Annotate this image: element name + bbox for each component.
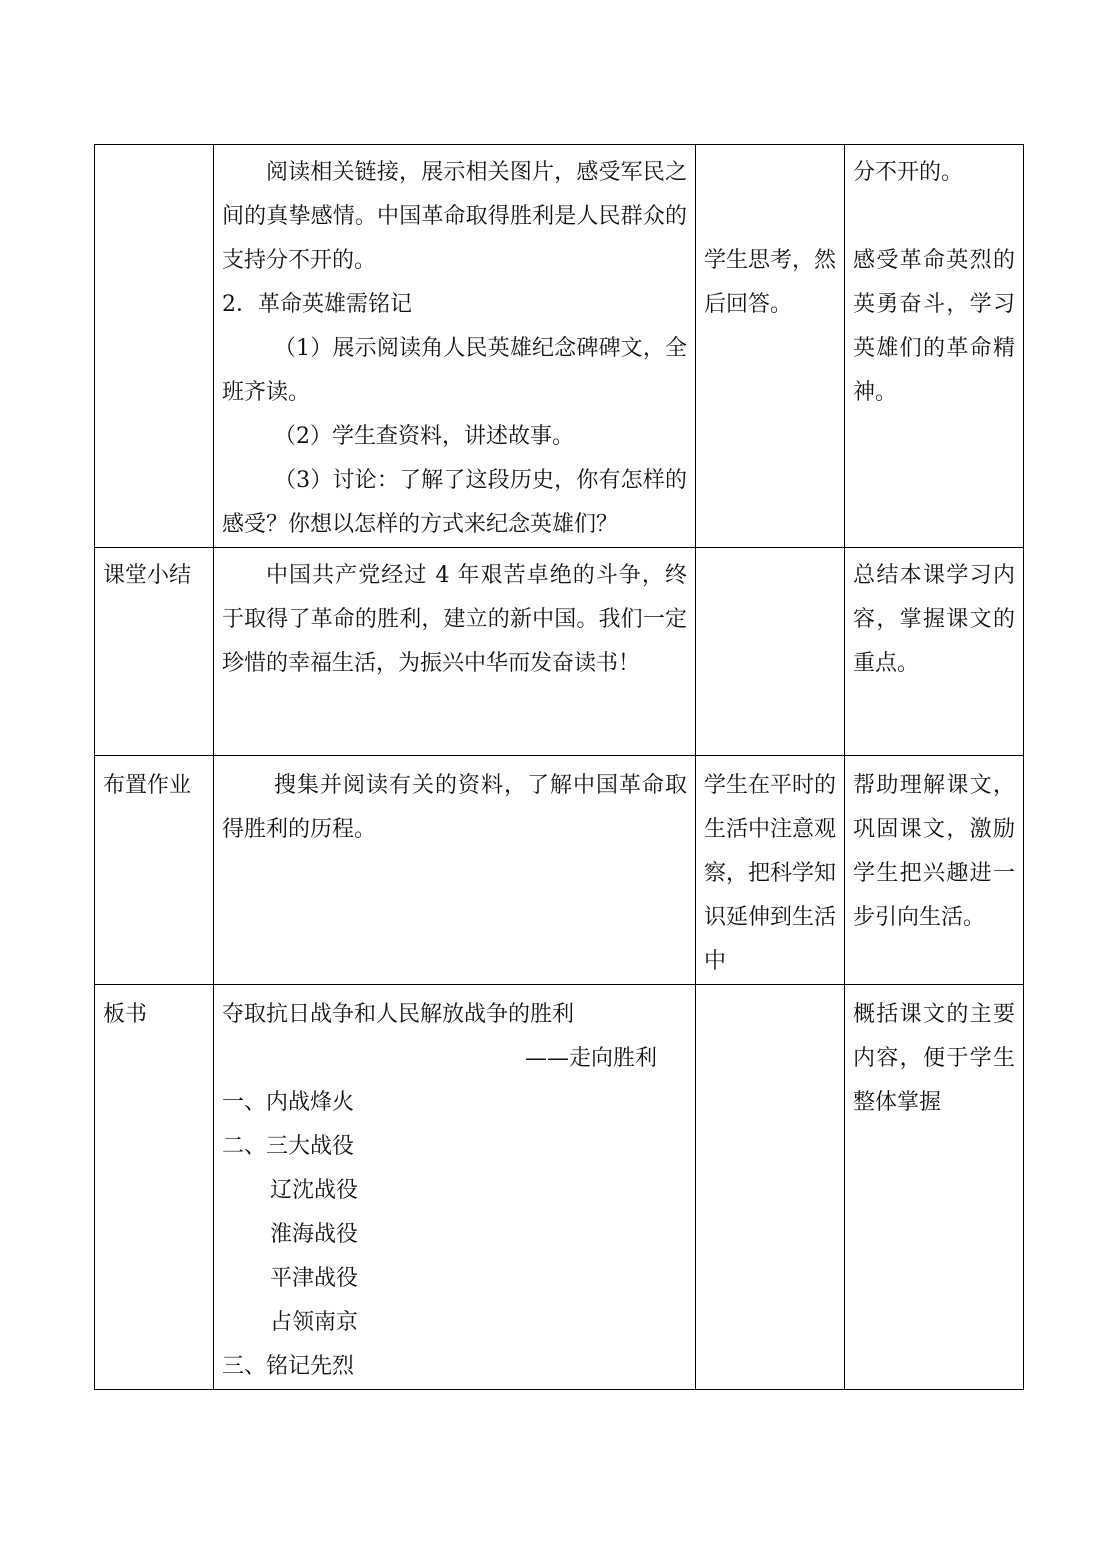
- design-intent-text: 总结本课学习内容，掌握课文的重点。: [853, 563, 1015, 676]
- student-activity-cell: [696, 145, 845, 548]
- table-row: [95, 548, 1024, 756]
- blackboard-sub-item: 淮海战役: [270, 1222, 359, 1247]
- student-activity-text: 学生在平时的生活中注意观察，把科学知识延伸到生活中: [704, 773, 837, 974]
- design-intent-cell: [845, 145, 1024, 548]
- table-row: [95, 756, 1024, 985]
- content-heading: 2．革命英雄需铭记: [222, 292, 412, 317]
- student-activity-cell: [696, 756, 845, 985]
- content-cell: [214, 548, 696, 756]
- lesson-plan-table: [94, 144, 1024, 1390]
- student-activity-text: 学生思考，然后回答。: [704, 248, 837, 317]
- blackboard-item: 一、内战烽火: [222, 1090, 355, 1115]
- content-paragraph: 搜集并阅读有关的资料，了解中国革命取得胜利的历程。: [222, 773, 687, 842]
- design-intent-text: 概括课文的主要内容，便于学生整体掌握: [853, 1002, 1015, 1115]
- content-paragraph: （2）学生查资料，讲述故事。: [274, 424, 574, 449]
- table-row: [95, 985, 1024, 1390]
- content-paragraph: 中国共产党经过 4 年艰苦卓绝的斗争，终于取得了革命的胜利，建立的新中国。我们一定珍惜的幸福生活，为振兴中华而发奋读书！: [222, 563, 687, 676]
- table-row: [95, 145, 1024, 548]
- row-label-cell: 课堂小结: [95, 548, 214, 756]
- design-intent-cell: [845, 548, 1024, 756]
- blackboard-item: 二、三大战役: [222, 1134, 355, 1159]
- content-paragraph: 阅读相关链接，展示相关图片，感受军民之间的真挚感情。中国革命取得胜利是人民群众的支持分不开的。: [222, 160, 687, 273]
- row-label-cell: 布置作业: [95, 756, 214, 985]
- blackboard-item: 三、铭记先烈: [222, 1354, 355, 1379]
- blackboard-subtitle: ——走向胜利: [524, 1046, 657, 1071]
- student-activity-cell: [696, 548, 845, 756]
- blackboard-cell: [214, 985, 696, 1390]
- design-intent-text: 分不开的。: [853, 160, 964, 185]
- row-label-cell: [95, 145, 214, 548]
- content-cell: [214, 756, 696, 985]
- design-intent-cell: [845, 756, 1024, 985]
- blackboard-title: 夺取抗日战争和人民解放战争的胜利: [222, 1002, 575, 1027]
- content-paragraph: （3）讨论：了解了这段历史，你有怎样的感受？你想以怎样的方式来纪念英雄们？: [222, 468, 687, 537]
- blackboard-sub-item: 占领南京: [270, 1310, 359, 1335]
- design-intent-text: 帮助理解课文，巩固课文，激励学生把兴趣进一步引向生活。: [853, 773, 1015, 930]
- blackboard-sub-item: 平津战役: [270, 1266, 359, 1291]
- design-intent-text: 感受革命英烈的英勇奋斗，学习英雄们的革命精神。: [853, 248, 1015, 405]
- blackboard-sub-item: 辽沈战役: [270, 1178, 359, 1203]
- content-cell: [214, 145, 696, 548]
- design-intent-cell: [845, 985, 1024, 1390]
- row-label-cell: 板书: [95, 985, 214, 1390]
- content-paragraph: （1）展示阅读角人民英雄纪念碑碑文，全班齐读。: [222, 336, 687, 405]
- student-activity-cell: [696, 985, 845, 1390]
